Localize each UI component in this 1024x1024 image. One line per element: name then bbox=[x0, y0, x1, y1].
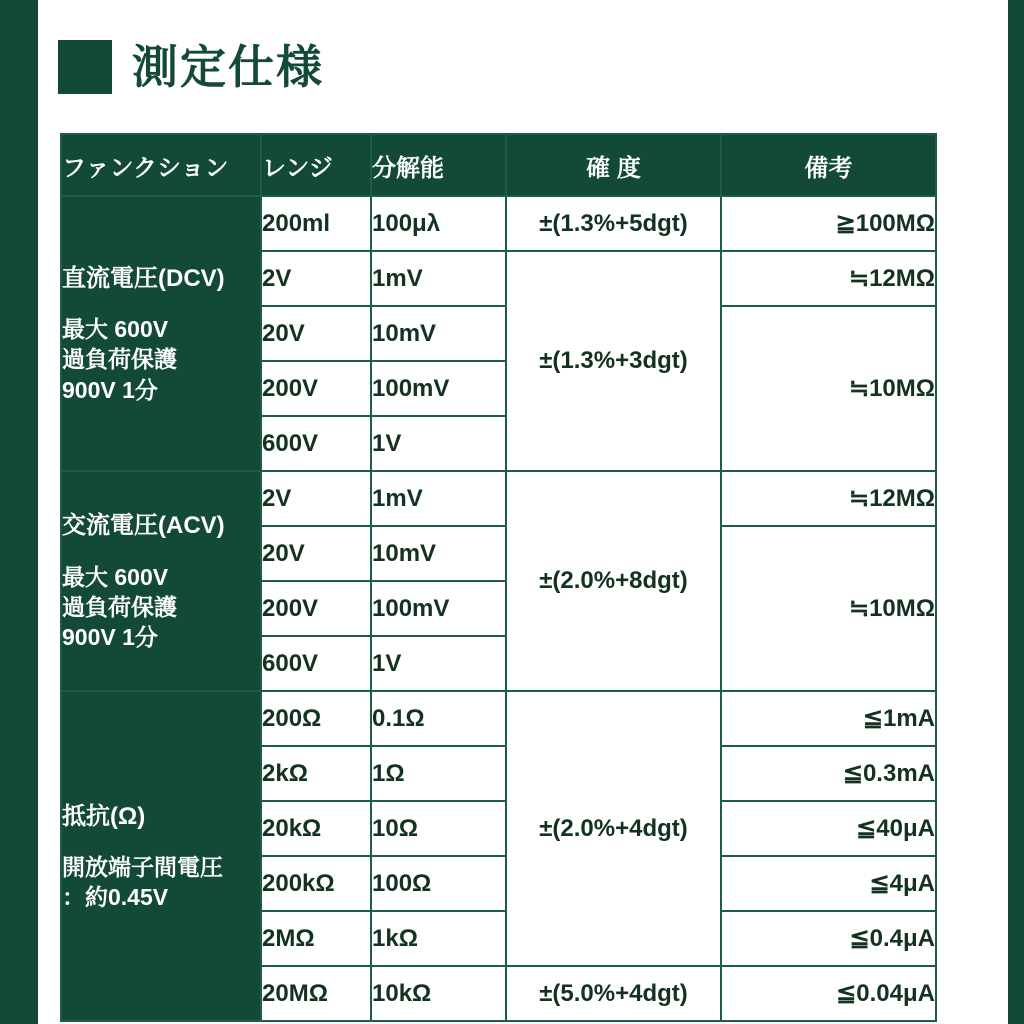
column-header-accuracy: 確 度 bbox=[506, 134, 721, 196]
function-cell bbox=[61, 471, 261, 691]
range-cell: 200ml bbox=[261, 196, 371, 251]
resolution-cell: 1Ω bbox=[371, 746, 506, 801]
resolution-cell: 100mV bbox=[371, 361, 506, 416]
range-cell: 2V bbox=[261, 251, 371, 306]
function-cell bbox=[61, 691, 261, 1021]
page-header bbox=[58, 40, 324, 94]
table-row bbox=[61, 691, 936, 746]
note-cell: ≦0.04μA bbox=[721, 966, 936, 1021]
note-cell: ≦40μA bbox=[721, 801, 936, 856]
resolution-cell: 10kΩ bbox=[371, 966, 506, 1021]
table-row bbox=[61, 471, 936, 526]
resolution-cell: 1V bbox=[371, 416, 506, 471]
resolution-cell: 1mV bbox=[371, 251, 506, 306]
range-cell: 20MΩ bbox=[261, 966, 371, 1021]
table-header bbox=[61, 134, 936, 196]
table-body bbox=[61, 196, 936, 1021]
note-cell: ≦0.4μA bbox=[721, 911, 936, 966]
note-cell: ≦1mA bbox=[721, 691, 936, 746]
function-subtext: 最大 600V 過負荷保護 900V 1分 bbox=[62, 316, 177, 403]
note-cell: ≦4μA bbox=[721, 856, 936, 911]
range-cell: 600V bbox=[261, 636, 371, 691]
function-title: 直流電圧(DCV) bbox=[62, 264, 225, 292]
resolution-cell: 100μλ bbox=[371, 196, 506, 251]
column-header-range: レンジ bbox=[261, 134, 371, 196]
range-cell: 200kΩ bbox=[261, 856, 371, 911]
note-cell: ≒12MΩ bbox=[721, 471, 936, 526]
resolution-cell: 1mV bbox=[371, 471, 506, 526]
range-cell: 200Ω bbox=[261, 691, 371, 746]
column-header-resolution: 分解能 bbox=[371, 134, 506, 196]
range-cell: 2V bbox=[261, 471, 371, 526]
range-cell: 2kΩ bbox=[261, 746, 371, 801]
resolution-cell: 10mV bbox=[371, 526, 506, 581]
header-square-icon bbox=[58, 40, 112, 94]
resolution-cell: 1V bbox=[371, 636, 506, 691]
column-header-notes: 備考 bbox=[721, 134, 936, 196]
accuracy-cell: ±(1.3%+3dgt) bbox=[506, 251, 721, 471]
range-cell: 2MΩ bbox=[261, 911, 371, 966]
range-cell: 200V bbox=[261, 581, 371, 636]
note-cell: ≒10MΩ bbox=[721, 526, 936, 691]
right-accent-band bbox=[1008, 0, 1024, 1024]
left-band-gap bbox=[38, 0, 46, 1024]
function-cell bbox=[61, 196, 261, 471]
resolution-cell: 1kΩ bbox=[371, 911, 506, 966]
function-title: 交流電圧(ACV) bbox=[62, 512, 225, 540]
resolution-cell: 100mV bbox=[371, 581, 506, 636]
range-cell: 20V bbox=[261, 306, 371, 361]
accuracy-cell: ±(5.0%+4dgt) bbox=[506, 966, 721, 1021]
accuracy-cell: ±(2.0%+8dgt) bbox=[506, 471, 721, 691]
note-cell: ≧100MΩ bbox=[721, 196, 936, 251]
column-header-function: ファンクション bbox=[61, 134, 261, 196]
measurement-spec-table bbox=[60, 133, 937, 1022]
function-subtext: 開放端子間電圧 ：約0.45V bbox=[62, 853, 223, 911]
accuracy-cell: ±(2.0%+4dgt) bbox=[506, 691, 721, 966]
note-cell: ≒12MΩ bbox=[721, 251, 936, 306]
resolution-cell: 0.1Ω bbox=[371, 691, 506, 746]
function-subtext: 最大 600V 過負荷保護 900V 1分 bbox=[62, 563, 177, 651]
note-cell: ≒10MΩ bbox=[721, 306, 936, 471]
table-row bbox=[61, 196, 936, 251]
range-cell: 20V bbox=[261, 526, 371, 581]
table-header-row bbox=[61, 134, 936, 196]
page-title: 測定仕様 bbox=[132, 41, 324, 93]
function-title: 抵抗(Ω) bbox=[62, 802, 146, 830]
left-accent-band bbox=[0, 0, 38, 1024]
resolution-cell: 100Ω bbox=[371, 856, 506, 911]
accuracy-cell: ±(1.3%+5dgt) bbox=[506, 196, 721, 251]
resolution-cell: 10Ω bbox=[371, 801, 506, 856]
range-cell: 600V bbox=[261, 416, 371, 471]
range-cell: 200V bbox=[261, 361, 371, 416]
range-cell: 20kΩ bbox=[261, 801, 371, 856]
note-cell: ≦0.3mA bbox=[721, 746, 936, 801]
resolution-cell: 10mV bbox=[371, 306, 506, 361]
